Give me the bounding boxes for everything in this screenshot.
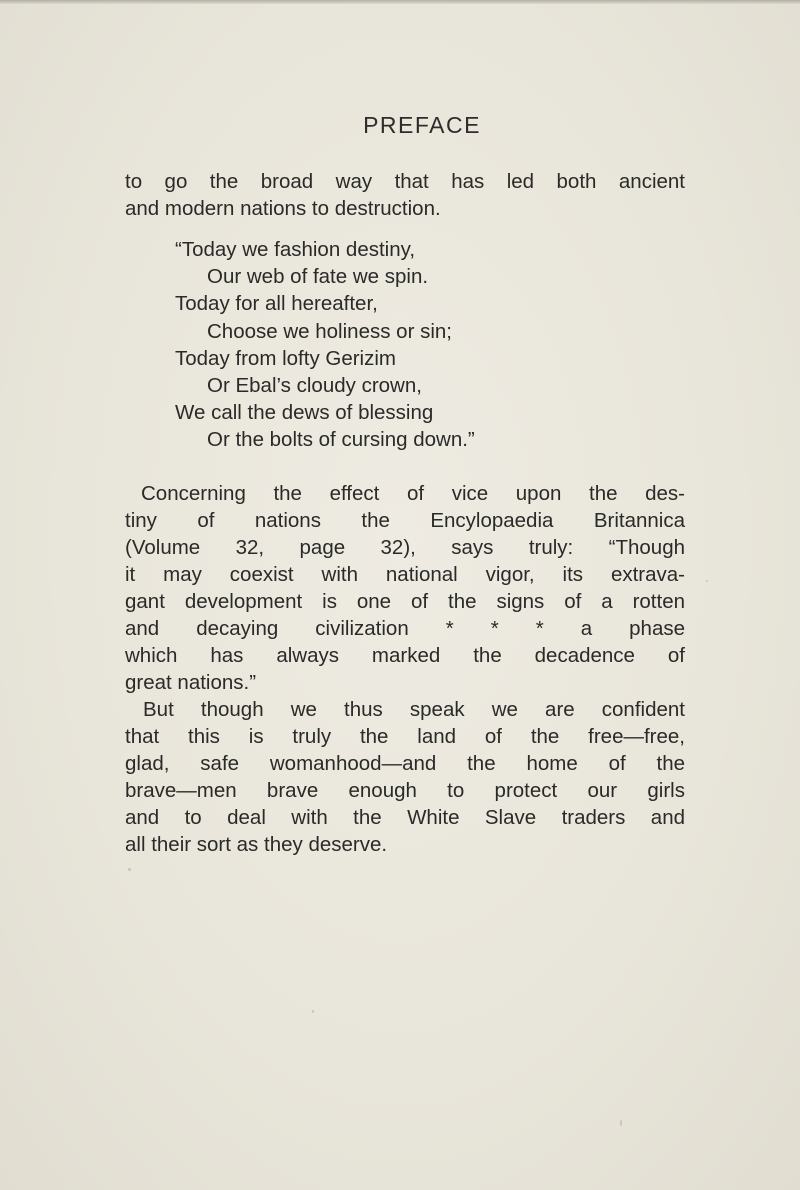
text-line: it may coexist with national vigor, its extrava- xyxy=(125,563,685,586)
paper-speck xyxy=(620,1120,622,1126)
paper-speck xyxy=(128,868,131,871)
poem-line: “Today we fashion destiny, xyxy=(175,238,416,261)
poem-line: Or the bolts of cursing down.” xyxy=(207,428,475,452)
text-line: that this is truly the land of the free—free, xyxy=(125,725,685,748)
paper-speck xyxy=(312,1010,314,1013)
poem-line: Choose we holiness or sin; xyxy=(207,319,452,343)
poem-quotation xyxy=(175,236,475,454)
text-line: gant development is one of the signs of a rotten xyxy=(125,590,685,613)
text-line: and modern nations to destruction. xyxy=(125,197,441,220)
closing-paragraph xyxy=(125,696,685,858)
text-line: great nations.” xyxy=(125,671,257,694)
running-header xyxy=(0,112,800,139)
text-line: which has always marked the decadence of xyxy=(125,644,685,667)
poem-line: Or Ebal’s cloudy crown, xyxy=(207,374,422,398)
poem-line: Our web of fate we spin. xyxy=(207,265,429,289)
text-line: Concerning the effect of vice upon the des- xyxy=(141,482,685,505)
page-title: PREFACE xyxy=(363,112,481,138)
text-line: and decaying civilization * * * a phase xyxy=(125,617,685,640)
text-line: But though we thus speak we are confident xyxy=(143,698,685,721)
poem-line: Today for all hereafter, xyxy=(175,292,378,316)
text-line: (Volume 32, page 32), says truly: “Though xyxy=(125,536,685,559)
page-top-edge xyxy=(0,0,800,4)
text-line: all their sort as they deserve. xyxy=(125,833,388,856)
text-line: brave—men brave enough to protect our girls xyxy=(125,779,685,802)
text-line: tiny of nations the Encylopaedia Britannica xyxy=(125,509,685,532)
text-line: glad, safe womanhood—and the home of the xyxy=(125,752,685,775)
poem-line: We call the dews of blessing xyxy=(175,401,434,425)
text-line: and to deal with the White Slave traders and xyxy=(125,806,685,829)
intro-paragraph xyxy=(125,168,685,222)
paper-speck xyxy=(706,580,708,582)
britannica-paragraph xyxy=(125,480,685,696)
text-line: to go the broad way that has led both ancient xyxy=(125,170,685,193)
poem-line: Today from lofty Gerizim xyxy=(175,346,396,370)
